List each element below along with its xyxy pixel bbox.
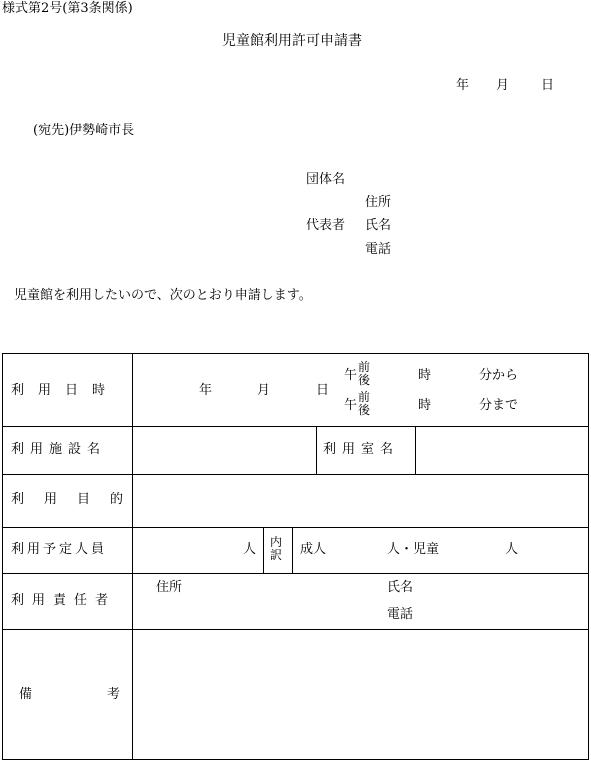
row-divider [3, 573, 588, 574]
from-minute: 分から [479, 368, 519, 383]
rep-name-label: 氏名 [365, 218, 392, 233]
date-year-label: 年 [456, 78, 470, 93]
address-label: 住所 [365, 195, 392, 210]
application-statement: 児童館を利用したいので、次のとおり申請します。 [14, 288, 312, 303]
from-hour: 時 [418, 368, 432, 383]
usage-year: 年 [199, 383, 213, 398]
expected-people-label: 利用予定人員 [11, 542, 108, 557]
am-option: 前 [358, 360, 371, 374]
breakdown-label [270, 536, 282, 562]
row-divider [3, 426, 588, 427]
until-am-pm-char: 午 [344, 398, 358, 413]
responsible-person-label: 利用責任者 [11, 593, 117, 608]
breakdown-divider [292, 527, 293, 573]
until-hour: 時 [418, 398, 432, 413]
children-unit: 人 [505, 542, 519, 557]
form-number: 様式第2号(第3条関係) [2, 1, 133, 16]
row-divider [3, 474, 588, 475]
room-name-label: 利用室名 [323, 442, 400, 457]
adults-label: 成人 [300, 542, 327, 557]
remarks-label-right: 考 [107, 687, 121, 702]
until-am-pm-choice [358, 391, 370, 417]
date-month-label: 月 [496, 78, 510, 93]
usage-month: 月 [257, 383, 271, 398]
facility-name-label: 利用施設名 [11, 442, 107, 457]
purpose-label: 利用目的 [11, 492, 144, 507]
pm-option: 後 [358, 403, 371, 417]
phone-label: 電話 [365, 242, 392, 257]
children-label: 人・児童 [387, 542, 440, 557]
people-divider [263, 527, 264, 573]
facility-divider [316, 426, 317, 474]
responsible-address-label: 住所 [156, 580, 183, 595]
representative-label: 代表者 [306, 218, 346, 233]
responsible-name-label: 氏名 [387, 580, 414, 595]
responsible-phone-label: 電話 [387, 607, 414, 622]
application-table [2, 353, 589, 760]
usage-day: 日 [316, 383, 330, 398]
form-title: 児童館利用許可申請書 [222, 33, 362, 49]
addressee: (宛先)伊勢崎市長 [33, 123, 135, 138]
am-option: 前 [358, 390, 371, 404]
room-divider [415, 426, 416, 474]
usage-datetime-label: 利用日時 [11, 383, 120, 398]
until-minute: 分まで [479, 398, 519, 413]
remarks-label-left: 備 [19, 687, 33, 702]
pm-option: 後 [358, 373, 371, 387]
label-column-divider [132, 354, 133, 759]
row-divider [3, 629, 588, 630]
from-am-pm-char: 午 [344, 368, 358, 383]
date-day-label: 日 [541, 78, 555, 93]
org-name-label: 団体名 [306, 172, 346, 187]
row-divider [3, 527, 588, 528]
breakdown-bottom: 訳 [270, 548, 283, 562]
from-am-pm-choice [358, 361, 370, 387]
people-unit: 人 [243, 542, 257, 557]
breakdown-top: 内 [270, 535, 283, 549]
